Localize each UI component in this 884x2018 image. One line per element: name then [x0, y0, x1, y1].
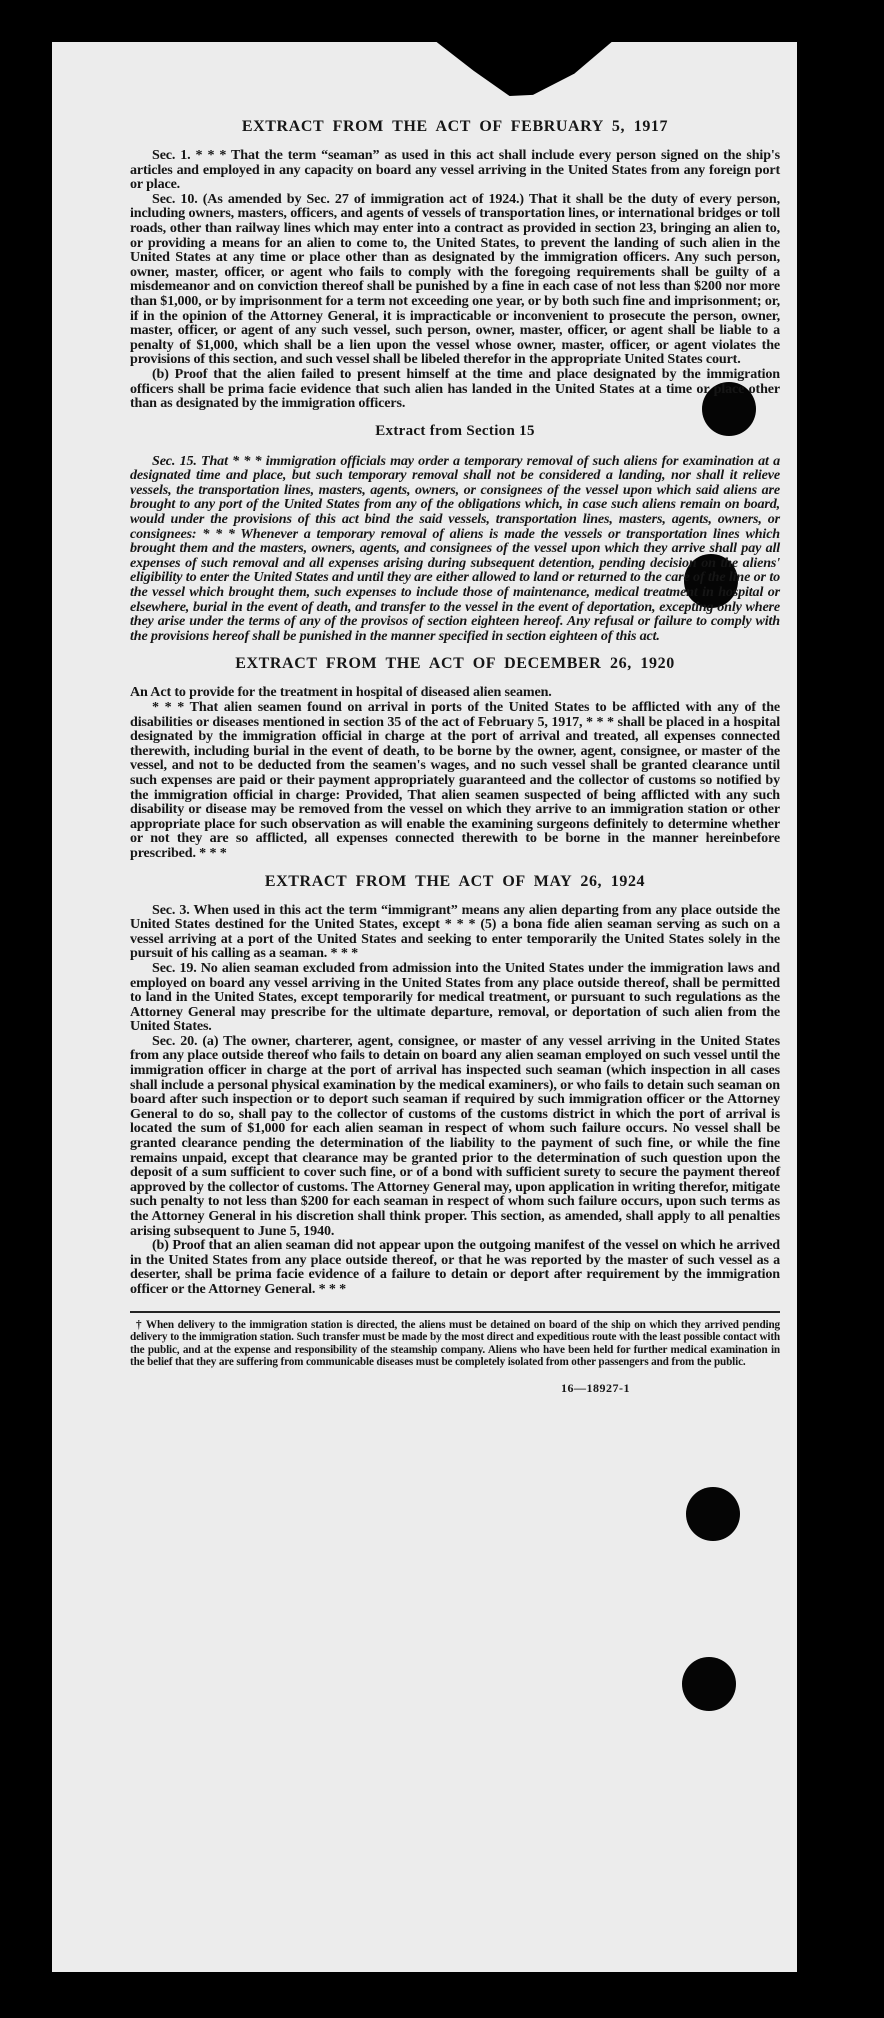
- section-heading: EXTRACT FROM THE ACT OF MAY 26, 1924: [264, 872, 646, 890]
- paragraph: (b) Proof that the alien failed to present himself at the time and place designated by the immigration officers shall be prima facie evidence that such alien has landed in the United States at a time or place other than as designated by the immigration officers.: [130, 365, 780, 412]
- paragraph: Sec. 10. (As amended by Sec. 27 of immigration act of 1924.) That it shall be the duty of every person, including owners, masters, officers, and agents of vessels of transportation lines, or international bridges or toll roads, other than railway lines which may enter into a contract as provided in section 23, bringing an alien to, or providing a means for an alien to come to, the United States, to prevent the landing of such alien in the United States at any time or place other than as designated by the immigration officers. Any such person, owner, master, officer, or agent who fails to comply with the foregoing requirements shall be guilty of a misdemeanor and on conviction thereof shall be punished by a fine in each case of not less than $200 nor more than $1,000, or by imprisonment for a term not exceeding one year, or by both such fine and imprisonment; or, if in the opinion of the Attorney General, it is impracticable or inconvenient to prosecute the person, owner, master, officer, or agent of any such vessel, such person, owner, master, officer, or agent shall be liable to a penalty of $1,000, which shall be a lien upon the vessel whose owner, master, officer, or agent violates the provisions of this section, and such vessel shall be libeled therefor in the appropriate United States court.: [130, 190, 780, 368]
- section-heading: EXTRACT FROM THE ACT OF DECEMBER 26, 1920: [235, 655, 675, 673]
- paragraph: Sec. 15. That * * * immigration officials may order a temporary removal of such aliens for examination at a designated time and place, but such temporary removal shall not be considered a landing, nor shall it relieve vessels, the transportation lines, masters, agents, owners, or consignees of the vessel upon which said aliens are brought to any port of the United States from any of the obligations which, in case such aliens remain on board, would under the provisions of this act bind the said vessels, transportation lines, masters, agents, owners, or consignees: * * * Whenever a temporary removal of aliens is made the vessels or transportation lines which brought them and the masters, owners, agents, and consignees of the vessel upon which they arrive shall pay all expenses of such removal and all expenses arising during subsequent detention, pending decision on the aliens' eligibility to enter the United States and until they are either allowed to land or returned to the care of the line or to the vessel which brought them, such expenses to include those of maintenance, medical treatment in hospital or elsewhere, burial in the event of death, and transfer to the vessel in the event of deportation, excepting only where they arise under the terms of any of the provisos of section eighteen hereof. Any refusal or failure to comply with the provisions hereof shall be punished in the manner specified in section eighteen of this act.: [130, 452, 780, 644]
- paragraph: (b) Proof that an alien seaman did not appear upon the outgoing manifest of the vessel on which he arrived in the United States from any place outside thereof, or that he was reported by the master of such vessel as a deserter, shall be prima facie evidence of a failure to detain or deport after requirement by the immigration officer or the Attorney General. * * *: [130, 1237, 780, 1297]
- paragraph: An Act to provide for the treatment in hospital of diseased alien seamen.: [130, 684, 552, 701]
- torn-notch: [434, 42, 614, 96]
- footnote: [130, 1311, 780, 1369]
- paragraph: Sec. 3. When used in this act the term “immigrant” means any alien departing from any place outside the United States destined for the United States, except * * * (5) a bona fide alien seaman serving as such on a vessel arriving at a port of the United States and seeking to enter temporarily the United States solely in the pursuit of his calling as a seaman. * * *: [130, 901, 780, 962]
- section-heading: Extract from Section 15: [375, 422, 535, 439]
- paragraph: Sec. 20. (a) The owner, charterer, agent, consignee, or master of any vessel arriving in the United States from any place outside thereof who fails to detain on board any alien seaman employed on such vessel until the immigration officer in charge at the port of arrival has inspected such seaman (which inspection in all cases shall include a personal physical examination by the medical examiners), or who fails to detain such seaman on board after such inspection or to deport such seaman if required by such immigration officer or the Attorney General to do so, shall pay to the collector of customs of the customs district in which the port of arrival is located the sum of $1,000 for each alien seaman in respect of whom such failure occurs. No vessel shall be granted clearance pending the determination of the liability to the payment of such fine, or while the fine remains unpaid, except that clearance may be granted prior to the determination of such question upon the deposit of a sum sufficient to cover such fine, or of a bond with sufficient surety to secure the payment thereof approved by the collector of customs. The Attorney General may, upon application in writing therefor, mitigate such penalty to not less than $200 for each seaman in respect of whom such failure occurs, upon such terms as the Attorney General in his discretion shall think proper. This section, as amended, shall apply to all penalties arising subsequent to June 5, 1940.: [130, 1032, 780, 1239]
- section-15-extract: [130, 423, 780, 644]
- form-number: 16—18927-1: [561, 1380, 630, 1395]
- document-page: [52, 42, 797, 1972]
- paragraph: * * * That alien seamen found on arrival in ports of the United States to be afflicted with any of the disabilities or diseases mentioned in section 35 of the act of February 5, 1917, * * * shall be placed in a hospital designated by the immigration official in charge at the port of arrival and treated, all expenses connected therewith, including burial in the event of death, to be borne by the owner, agent, consignee, or master of the vessel, and not to be deducted from the seamen's wages, and no such vessel shall be granted clearance until such expenses are paid or their payment appropriately guaranteed and the collector of customs so notified by the immigration official in charge: Provided, That alien seamen suspected of being afflicted with any such disability or disease may be removed from the vessel on which they arrive to an immigration station or other appropriate place for such observation as will enable the examining surgeons definitely to determine whether or not they are so afflicted, all expenses connected therewith to be borne in the manner hereinbefore prescribed. * * *: [130, 699, 780, 861]
- section-act-1920: [130, 655, 780, 860]
- paragraph: Sec. 19. No alien seaman excluded from admission into the United States under the immigration laws and employed on board any vessel arriving in the United States from any place outside thereof, shall be permitted to land in the United States, except temporarily for medical treatment, or pursuant to such regulations as the Attorney General may prescribe for the ultimate departure, removal, or deportation of such alien from the United States.: [130, 959, 780, 1035]
- section-act-1917: [130, 118, 780, 411]
- footnote-text: † When delivery to the immigration station is directed, the aliens must be detained on board of the ship on which they arrived pending delivery to the immigration station. Such transfer must be made by the most direct and expeditious route with the least possible contact with the public, and at the expense and responsibility of the steamship company. Aliens who have been held for further medical examination in the belief that they are suffering from communicable diseases must be completely isolated from other passengers and from the public.: [130, 1318, 780, 1369]
- punch-hole: [682, 1657, 736, 1711]
- document-body: [130, 118, 780, 1396]
- paragraph: Sec. 1. * * * That the term “seaman” as used in this act shall include every person signed on the ship's articles and employed in any capacity on board any vessel arriving in the United States from any foreign port or place.: [130, 147, 780, 193]
- section-heading: EXTRACT FROM THE ACT OF FEBRUARY 5, 1917: [241, 118, 669, 135]
- punch-hole: [686, 1487, 740, 1541]
- section-act-1924: [130, 873, 780, 1297]
